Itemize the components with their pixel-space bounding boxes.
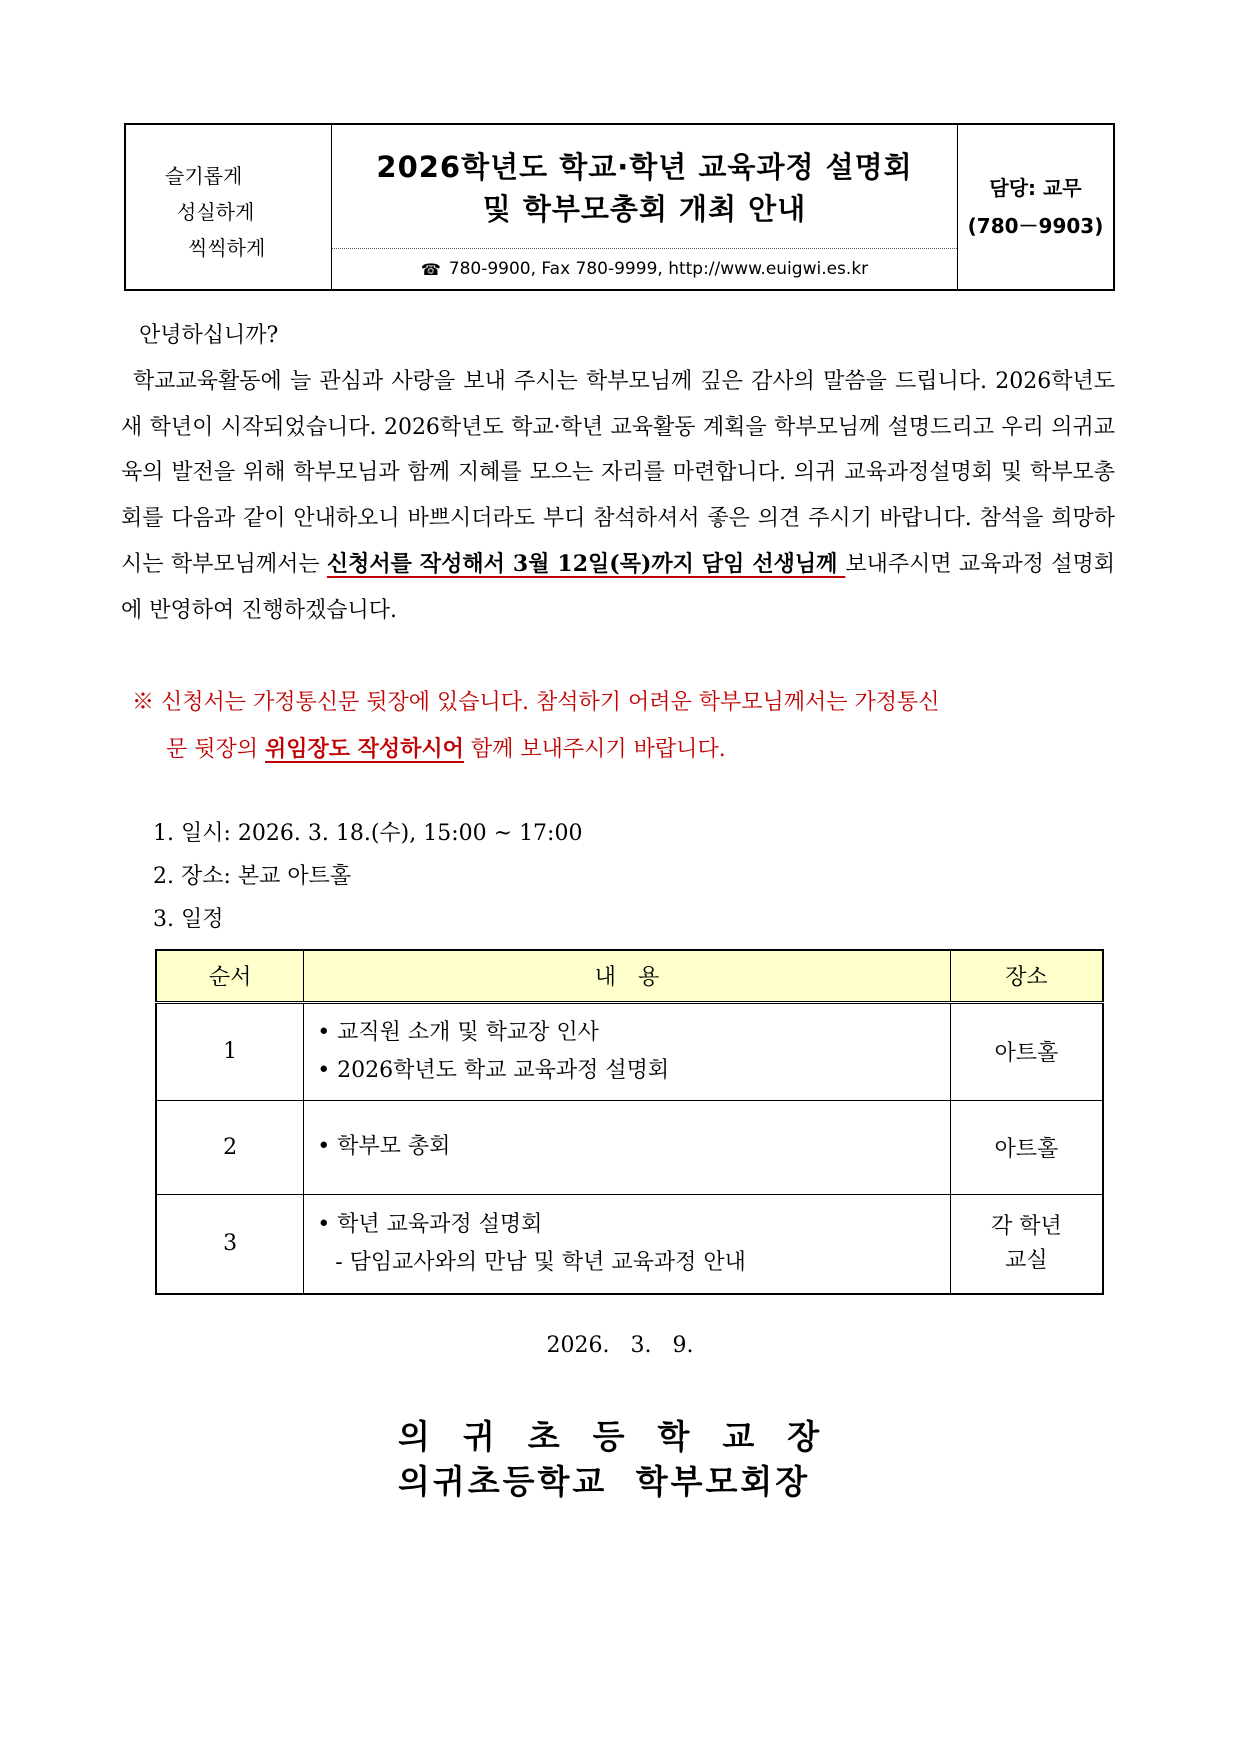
document-title <box>332 125 957 249</box>
document-date: 2026. 3. 9. <box>546 1333 694 1358</box>
notice-line-1: ※ 신청서는 가정통신문 뒷장에 있습니다. 참석하기 어려운 학부모님께서는 가정통신 <box>132 690 940 715</box>
school-motto <box>126 125 332 289</box>
notice-line-2: 문 뒷장의 위임장도 작성하시어 함께 보내주시기 바랍니다. <box>166 736 726 762</box>
manager-line-2: (780－9903) <box>967 214 1104 238</box>
header-content: 내 용 <box>304 950 951 1002</box>
deadline-highlight: 신청서를 작성해서 3월 12일(목)까지 담임 선생님께 <box>326 550 846 577</box>
row-content: • 학부모 총회 <box>304 1100 951 1194</box>
paragraph-text: 학교교육활동에 늘 관심과 사랑을 보내 주시는 학부모님께 깊은 감사의 말씀을 드립니다. 2026학년도 새 학년이 시작되었습니다. 2026학년도 학교·학년 교육활동 계획을 학부모님께 설명드리고 우리 의귀교육의 발전을 위해 학부모님과 함께 지혜를 모으는 자리를 마련합니다. 의귀 교육과정설명회 및 학부모총회를 다음과 같이 안내하오니 바쁘시더라도 부디 참석하셔서 좋은 의견 주시기 바랍니다. 참석을 희망하시는 학부모님께서는 <box>121 368 1115 577</box>
event-place: 2. 장소: 본교 아트홀 <box>153 864 352 889</box>
table-row <box>156 1194 1103 1294</box>
manager-info <box>958 125 1113 289</box>
row-place: 아트홀 <box>950 1100 1103 1194</box>
paragraph-text-end: 보내주시면 교육과정 설명회에 반영하여 진행하겠습니다. <box>121 551 1115 623</box>
title-block <box>332 125 958 289</box>
proxy-highlight: 위임장도 작성하시어 <box>265 736 464 762</box>
motto-line: 씩씩하게 <box>188 236 266 260</box>
greeting: 안녕하십니까? <box>139 323 279 348</box>
table-header-row <box>156 950 1103 1002</box>
letter-body <box>121 313 1115 634</box>
schedule-label: 3. 일정 <box>153 907 224 932</box>
contact-info <box>332 249 957 289</box>
header-place: 장소 <box>950 950 1103 1002</box>
header-order: 순서 <box>156 950 304 1002</box>
row-content: • 교직원 소개 및 학교장 인사 • 2026학년도 학교 교육과정 설명회 <box>304 1002 951 1100</box>
phone-icon: ☎ <box>420 259 441 279</box>
row-number: 2 <box>156 1100 304 1194</box>
notice <box>132 680 1115 773</box>
header-box <box>124 123 1115 291</box>
event-datetime: 1. 일시: 2026. 3. 18.(수), 15:00 ~ 17:00 <box>153 821 583 846</box>
motto-line: 성실하게 <box>177 200 255 224</box>
table-row <box>156 1100 1103 1194</box>
table-row <box>156 1002 1103 1100</box>
schedule-table <box>155 949 1104 1295</box>
row-number: 1 <box>156 1002 304 1100</box>
row-place: 각 학년 교실 <box>950 1194 1103 1294</box>
title-line-1: 2026학년도 학교·학년 교육과정 설명회 <box>376 149 913 184</box>
row-content: • 학년 교육과정 설명회 - 담임교사와의 만남 및 학년 교육과정 안내 <box>304 1194 951 1294</box>
signature-block <box>398 1414 852 1504</box>
contact-text: 780-9900, Fax 780-9999, http://www.euigwi.es.kr <box>448 259 869 279</box>
manager-line-1: 담당: 교무 <box>989 176 1082 200</box>
motto-line: 슬기롭게 <box>165 164 243 188</box>
row-place: 아트홀 <box>950 1002 1103 1100</box>
main-paragraph <box>121 359 1115 634</box>
pta-signer: 의귀초등학교 학부모회장 <box>398 1462 811 1501</box>
row-number: 3 <box>156 1194 304 1294</box>
event-info <box>153 812 582 941</box>
principal-signer: 의귀초등학교장 <box>398 1417 853 1456</box>
title-line-2: 및 학부모총회 개최 안내 <box>482 191 807 226</box>
